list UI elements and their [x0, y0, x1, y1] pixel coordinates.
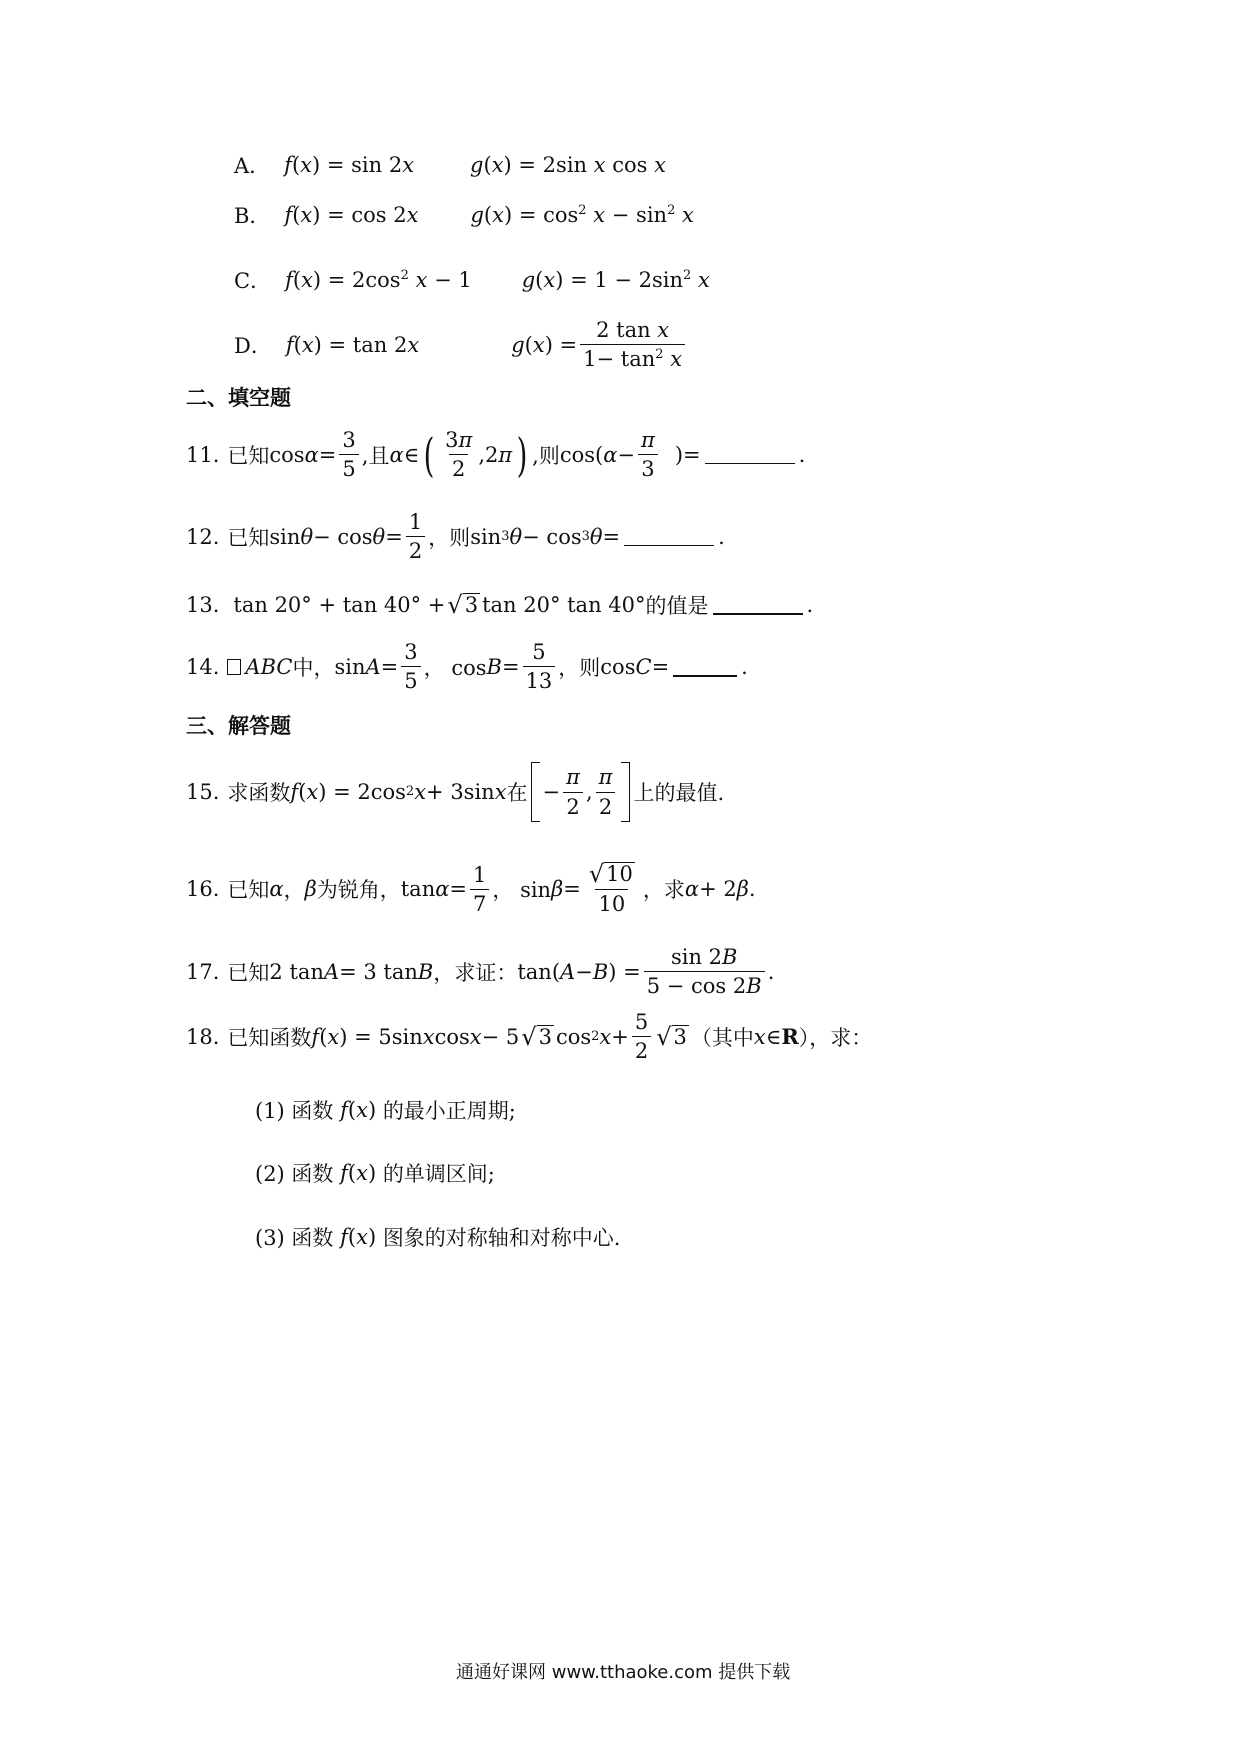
option-a-label: A． — [234, 154, 271, 178]
section-answer-title: 三、解答题 — [186, 714, 291, 738]
question-16: 16. 已知 α ， β 为锐角， tan α = $\frac{1}{7}$ ， sin β = √ 10 10 ， 求 α + 2 β . — [186, 860, 756, 917]
q17-text-1: 已知 — [227, 960, 270, 985]
q16-text-1: 已知 — [227, 878, 270, 903]
q18-part-1-prefix: (1) 函数 — [255, 1099, 334, 1123]
q11-text-2: ,且 — [361, 443, 390, 468]
q14-number: 14. — [186, 654, 220, 679]
question-12: 12. 已知 sin θ − cos θ = $\frac{1}{2}$ ，则 sin 3 θ − cos 3 θ = . — [186, 510, 725, 564]
q12-text-2: ，则 — [428, 525, 471, 550]
q18-part-1-suffix: 的最小正周期; — [382, 1099, 516, 1123]
option-c — [234, 265, 710, 295]
question-15: 15. 求函数 f ( x ) = 2cos 2 x + 3sin x 在 − $\frac{\pi}{2}$ , $\frac{\pi}{2}$ 上的最值. — [186, 762, 724, 822]
q18-number: 18. — [186, 1024, 220, 1049]
option-a-f: f(x) = sin 2x — [284, 153, 415, 177]
option-a — [234, 150, 666, 180]
q18-text-2: （其中 — [690, 1025, 754, 1050]
q18-text-3: ），求： — [798, 1025, 873, 1050]
section-fill-in-title: 二、填空题 — [186, 386, 291, 410]
option-a-g: g(x) = 2sin x cos x — [470, 153, 666, 177]
option-d-g: g ( x ) = $\frac{\text{2 tan x}}{1- \tan^2 x}$ — [511, 318, 688, 371]
option-c-f: $f(x) = 2\cos^2$ x − 1 — [285, 268, 472, 292]
q16-text-3: 求 — [663, 878, 685, 903]
question-18-part-3: (3) 函数 f ( x ) 图象的对称轴和对称中心. — [255, 1222, 621, 1252]
question-11: 11. 已知 cos α = $\frac{3}{5}$ ,且 α ∈ ( $\frac{3\pi}{2}$ ,2 π ) ,则 cos( α − $\frac{\pi}{3}$ )= . — [186, 427, 806, 482]
q17-text-2: ，求证： — [433, 960, 518, 985]
question-17: 17. 已知 2 tan A = 3 tan B ，求证： tan( A − B ) = $\frac{\sin 2B}{5 - \cos 2B}$ . — [186, 945, 775, 999]
q11-text-3: ,则 — [532, 443, 560, 468]
triangle-symbol — [227, 659, 241, 675]
q12-answer-blank[interactable] — [624, 527, 714, 546]
q13-number: 13. — [186, 593, 220, 617]
q12-text-1: 已知 — [227, 525, 270, 550]
option-b-g: $g(x) = \cos^2 x - \sin^2 x$ — [470, 203, 694, 227]
q18-part-2-suffix: 的单调区间; — [382, 1162, 495, 1186]
q15-number: 15. — [186, 780, 220, 804]
q13-answer-blank[interactable] — [713, 595, 803, 615]
q18-part-2-prefix: (2) 函数 — [255, 1162, 334, 1186]
question-18-part-2: (2) 函数 f ( x ) 的单调区间; — [255, 1158, 495, 1188]
question-18: 18. 已知函数 f ( x ) = 5sin x cos x − 5 √ 3 cos 2 x + $\frac{5}{2}$ √ 3 （其中 x ∈ R ），求： — [186, 1010, 873, 1064]
q17-number: 17. — [186, 959, 220, 984]
option-d-label: D． — [234, 333, 272, 358]
q11-number: 11. — [186, 442, 220, 467]
q11-text-1: 已知 — [227, 443, 270, 468]
question-13: 13. tan 20° + tan 40° + √ 3 tan 20° tan 40° 的值是 . — [186, 590, 814, 619]
q11-answer-blank[interactable] — [705, 445, 795, 464]
q18-text-1: 已知函数 — [227, 1025, 312, 1050]
question-14: 14. ABC 中， sin A = $\frac{3}{5}$ ， cos B = $\frac{5}{13}$ ，则 cos C = . — [186, 640, 748, 694]
option-c-g: $g(x) = 1 - 2\sin^2$ x — [521, 268, 710, 292]
q14-text-2: ，则 — [558, 655, 601, 680]
option-b — [234, 200, 694, 230]
option-b-label: B． — [234, 204, 271, 228]
q12-number: 12. — [186, 524, 220, 549]
option-d — [234, 318, 688, 371]
q14-answer-blank[interactable] — [673, 657, 737, 677]
q16-text-2: 为锐角， — [316, 878, 401, 903]
q13-text-1: 的值是 — [645, 594, 709, 618]
q14-text-1: 中， — [292, 655, 335, 680]
q11-text-4: )= — [674, 442, 701, 467]
option-b-f: f(x) = cos 2x — [284, 203, 419, 227]
page-footer: 通通好课网 www.tthaoke.com 提供下载 — [456, 1662, 791, 1683]
option-d-f: f(x) = tan 2x — [285, 332, 420, 357]
q18-part-3-suffix: 图象的对称轴和对称中心. — [382, 1226, 621, 1250]
q16-number: 16. — [186, 877, 220, 902]
question-18-part-1: (1) 函数 f ( x ) 的最小正周期; — [255, 1095, 516, 1125]
q15-text-3: 上的最值. — [633, 781, 725, 805]
q15-text-2: 在 — [506, 781, 528, 805]
option-c-label: C． — [234, 269, 272, 293]
q18-part-3-prefix: (3) 函数 — [255, 1226, 334, 1250]
q15-text-1: 求函数 — [227, 781, 291, 805]
